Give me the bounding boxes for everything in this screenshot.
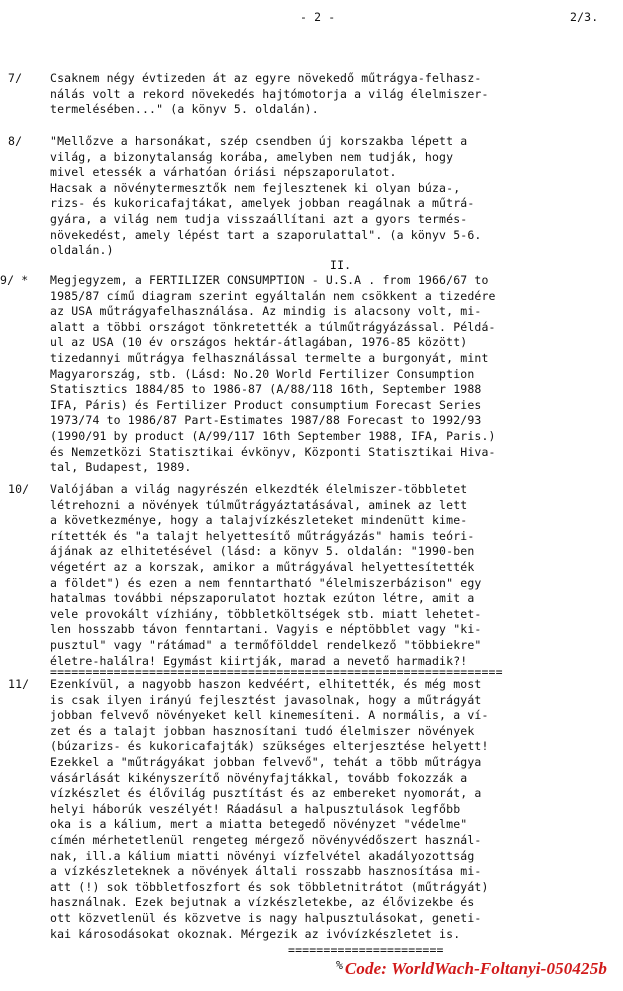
paragraph-line: (1990/91 by product (A/99/117 16th September 1988, IFA, Paris.) [50, 428, 496, 443]
paragraph-line: a vízkészleteknek a növények általi rosszabb hasznosítása mi- [50, 864, 482, 879]
paragraph-line: Statisztics 1884/85 to 1986-87 (A/88/118 16th, September 1988 [50, 382, 482, 397]
paragraph-line: mivel etessék a várhatóan óriási népszaporulatot. [50, 165, 397, 180]
document-code-stamp: Code: WorldWach-Foltanyi-050425b [344, 959, 607, 979]
paragraph-line: Ezekkel a "műtrágyákat jobban felvevő", tehát a több műtrágya [50, 754, 482, 769]
separator-rule: ================================================================ [50, 665, 503, 679]
paragraph-line: világ, a bizonytalanság korába, amelyben nem tudják, hogy [50, 149, 454, 164]
paragraph-line: végetért az a korszak, amikor a műtrágyával helyettesítették [50, 559, 475, 574]
paragraph-line: vele provokált vízhiány, többletköltségek stb. miatt lehetet- [50, 606, 482, 621]
paragraph-line: alatt a többi országot tönkretették a túlműtrágyázással. Példá- [50, 319, 496, 334]
paragraph-line: termelésében..." (a könyv 5. oldalán). [50, 102, 319, 117]
paragraph-8 [8, 134, 620, 259]
section-heading: II. [330, 258, 352, 272]
paragraph-9 [0, 273, 612, 476]
page-code: 2/3. [570, 10, 599, 24]
paragraph-line: használnak. Ezek bejutnak a vízkészletekbe, az élővizekbe és [50, 895, 475, 910]
paragraph-line: és Nemzetközi Statisztikai évkönyv, Központi Statisztikai Hiva- [50, 444, 496, 459]
paragraph-line: helyi háborúk veszélyét! Ráadásul a halpusztulások legfőbb [50, 801, 461, 816]
paragraph-line: jobban felvevő növényeket kell kinemesíteni. A normális, a ví- [50, 708, 489, 723]
paragraph-line: tizedannyi műtrágya felhasználással termelte a burgonyát, mint [50, 350, 489, 365]
paragraph-11 [8, 677, 620, 942]
paragraph-line: Magyarország, stb. (Lásd: No.20 World Fertilizer Consumption [50, 366, 475, 381]
paragraph-line: rizs- és kukoricafajtákat, amelyek jobban reagálnak a műtrá- [50, 196, 475, 211]
paragraph-line: is csak ilyen irányú fejlesztést javasolnak, hogy a műtrágyát [50, 692, 482, 707]
paragraph-line: a földet") és ezen a nem fenntartható "élelmiszerbázison" egy [50, 575, 482, 590]
paragraph-line: kai károsodásokat okoznak. Mérgezik az ivóvízkészletet is. [50, 926, 461, 941]
paragraph-line: gyára, a világ nem tudja visszaállítani azt a gyors termés- [50, 211, 468, 226]
paragraph-line: vásárlását kikényszerítő növényfajtákkal, tovább fokozzák a [50, 770, 468, 785]
paragraph-line: Megjegyzem, a FERTILIZER CONSUMPTION - U.S.A . from 1966/67 to [50, 273, 489, 287]
paragraph-line: tal, Budapest, 1989. [50, 460, 192, 475]
paragraph-line: ott közvetlenül és közvetve is nagy halpusztulásokat, geneti- [50, 910, 482, 925]
paragraph-line: Ezenkívül, a nagyobb haszon kedvéért, elhitették, és még most [50, 677, 482, 691]
paragraph-line: ájának az elhitetésével (lásd: a könyv 5. oldalán: "1990-ben [50, 544, 475, 559]
paragraph-number: 7/ [8, 71, 23, 85]
paragraph-line: vízkészlet és élővilág pusztítást és az embereket nyomorát, a [50, 786, 482, 801]
paragraph-line: ul az USA (10 év országos hektár-átlagában, 1976-85 között) [50, 335, 468, 350]
paragraph-line: 1973/74 to 1986/87 Part-Estimates 1987/88 Forecast to 1992/93 [50, 413, 482, 428]
paragraph-line: (búzarizs- és kukoricafajták) szükséges elterjesztése helyett! [50, 739, 489, 754]
paragraph-number: 11/ [8, 677, 30, 691]
paragraph-number: 10/ [8, 482, 30, 496]
paragraph-7 [8, 71, 620, 118]
paragraph-line: az USA műtrágyafelhasználása. Az mindig is alacsony volt, mi- [50, 304, 482, 319]
paragraph-line: oldalán.) [50, 243, 114, 258]
paragraph-line: len hosszabb távon fenntartani. Vagyis e néptöbblet vagy "ki- [50, 622, 482, 637]
paragraph-line: rítették és "a talajt helyettesítő műtrágyázás" hamis teóri- [50, 528, 475, 543]
paragraph-10 [8, 482, 620, 669]
paragraph-line: nak, ill.a kálium miatti növényi vízfelvétel akadályozottság [50, 848, 475, 863]
paragraph-line: pusztul" vagy "rátámad" a termőfölddel rendelkező "többiekre" [50, 637, 482, 652]
paragraph-line: növekedést, amely lépést tart a szaporulattal". (a könyv 5-6. [50, 227, 482, 242]
paragraph-number: 8/ [8, 134, 23, 148]
paragraph-line: életre-halálra! Egymást kiirtják, marad a nevető harmadik?! [50, 653, 468, 668]
closing-rule: ====================== [288, 943, 444, 957]
paragraph-line: nálás volt a rekord növekedés hajtómotorja a világ élelmiszer- [50, 86, 489, 101]
paragraph-line: létrehozni a növények túlműtrágyáztatásával, aminek az lett [50, 497, 468, 512]
footer-mark: % [336, 958, 344, 972]
page-number: - 2 - [300, 10, 336, 24]
paragraph-line: att (!) sok többletfoszfort és sok többletnitrátot (műtrágyát) [50, 879, 489, 894]
paragraph-line: hatalmas további népszaporulatot hoztak ezúton létre, amit a [50, 591, 475, 606]
paragraph-line: címén mérhetetlenül rengeteg mérgező növényvédőszert használ- [50, 832, 482, 847]
paragraph-number: 9/ * [0, 273, 29, 287]
paragraph-line: Valójában a világ nagyrészén elkezdték élelmiszer-többletet [50, 482, 468, 496]
paragraph-line: 1985/87 című diagram szerint egyáltalán nem csökkent a tizedére [50, 288, 496, 303]
paragraph-line: "Mellőzve a harsonákat, szép csendben új korszakba lépett a [50, 134, 468, 148]
paragraph-line: Csaknem négy évtizeden át az egyre növekedő műtrágya-felhasz- [50, 71, 482, 85]
paragraph-line: IFA, Páris) és Fertilizer Product consumptium Forecast Series [50, 397, 482, 412]
paragraph-line: oka is a kálium, mert a miatta betegedő növényzet "védelme" [50, 817, 468, 832]
paragraph-line: a következménye, hogy a talajvízkészleteket mindenütt kime- [50, 513, 468, 528]
paragraph-line: Hacsak a növénytermesztők nem fejlesztenek ki olyan búza-, [50, 180, 461, 195]
paragraph-line: zet és a talajt jobban hasznosítani tudó élelmiszer növények [50, 723, 475, 738]
